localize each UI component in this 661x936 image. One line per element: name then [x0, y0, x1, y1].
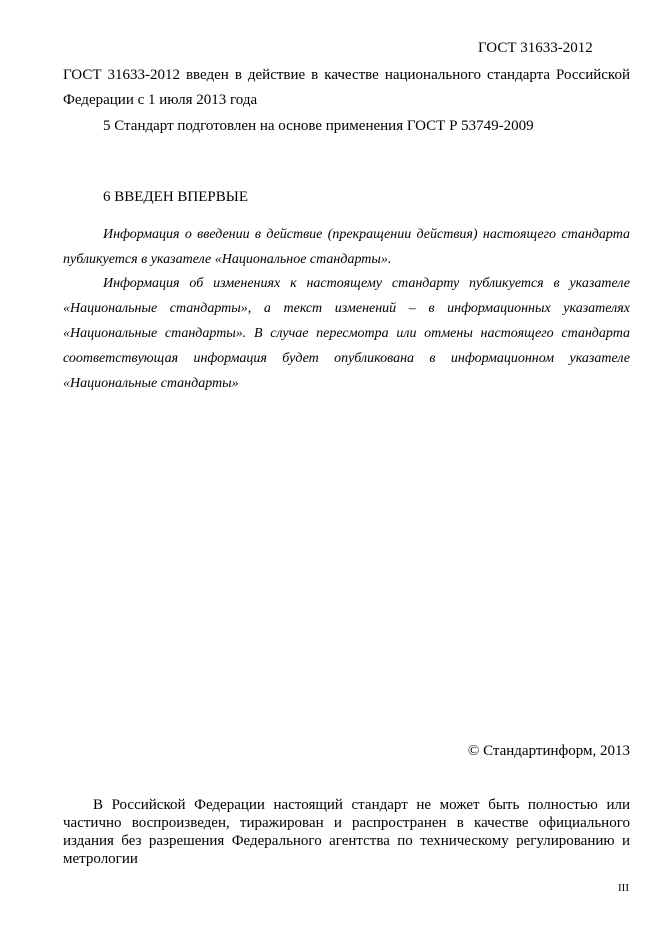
info-paragraph-1: Информация о введении в действие (прекращении действия) настоящего стандарта публикуется в указателе «Национальное стандарты». [63, 227, 630, 267]
reproduction-notice: В Российской Федерации настоящий стандарт не может быть полностью или частично воспроизведен, тиражирован и распространен в качестве официального издания без разрешения Федерального агентства по техническому регулированию и метрологии [63, 797, 630, 867]
page-number: III [618, 882, 629, 894]
item-6-title: 6 ВВЕДЕН ВПЕРВЫЕ [103, 189, 248, 205]
info-paragraph-2: Информация об изменениях к настоящему стандарту публикуется в указателе «Национальные стандарты», а текст изменений – в информационных указателях «Национальные стандарты». В случае пересмотра или отмены настоящего стандарта соответствующая информация будет опубликована в информационном указателе «Национальные стандарты» [63, 276, 630, 391]
document-code-header: ГОСТ 31633-2012 [478, 40, 593, 56]
copyright-notice: © Стандартинформ, 2013 [467, 743, 630, 759]
item-5-paragraph: 5 Стандарт подготовлен на основе применения ГОСТ Р 53749-2009 [103, 118, 534, 134]
intro-paragraph: ГОСТ 31633-2012 введен в действие в качестве национального стандарта Российской Федерации с 1 июля 2013 года [63, 67, 630, 108]
